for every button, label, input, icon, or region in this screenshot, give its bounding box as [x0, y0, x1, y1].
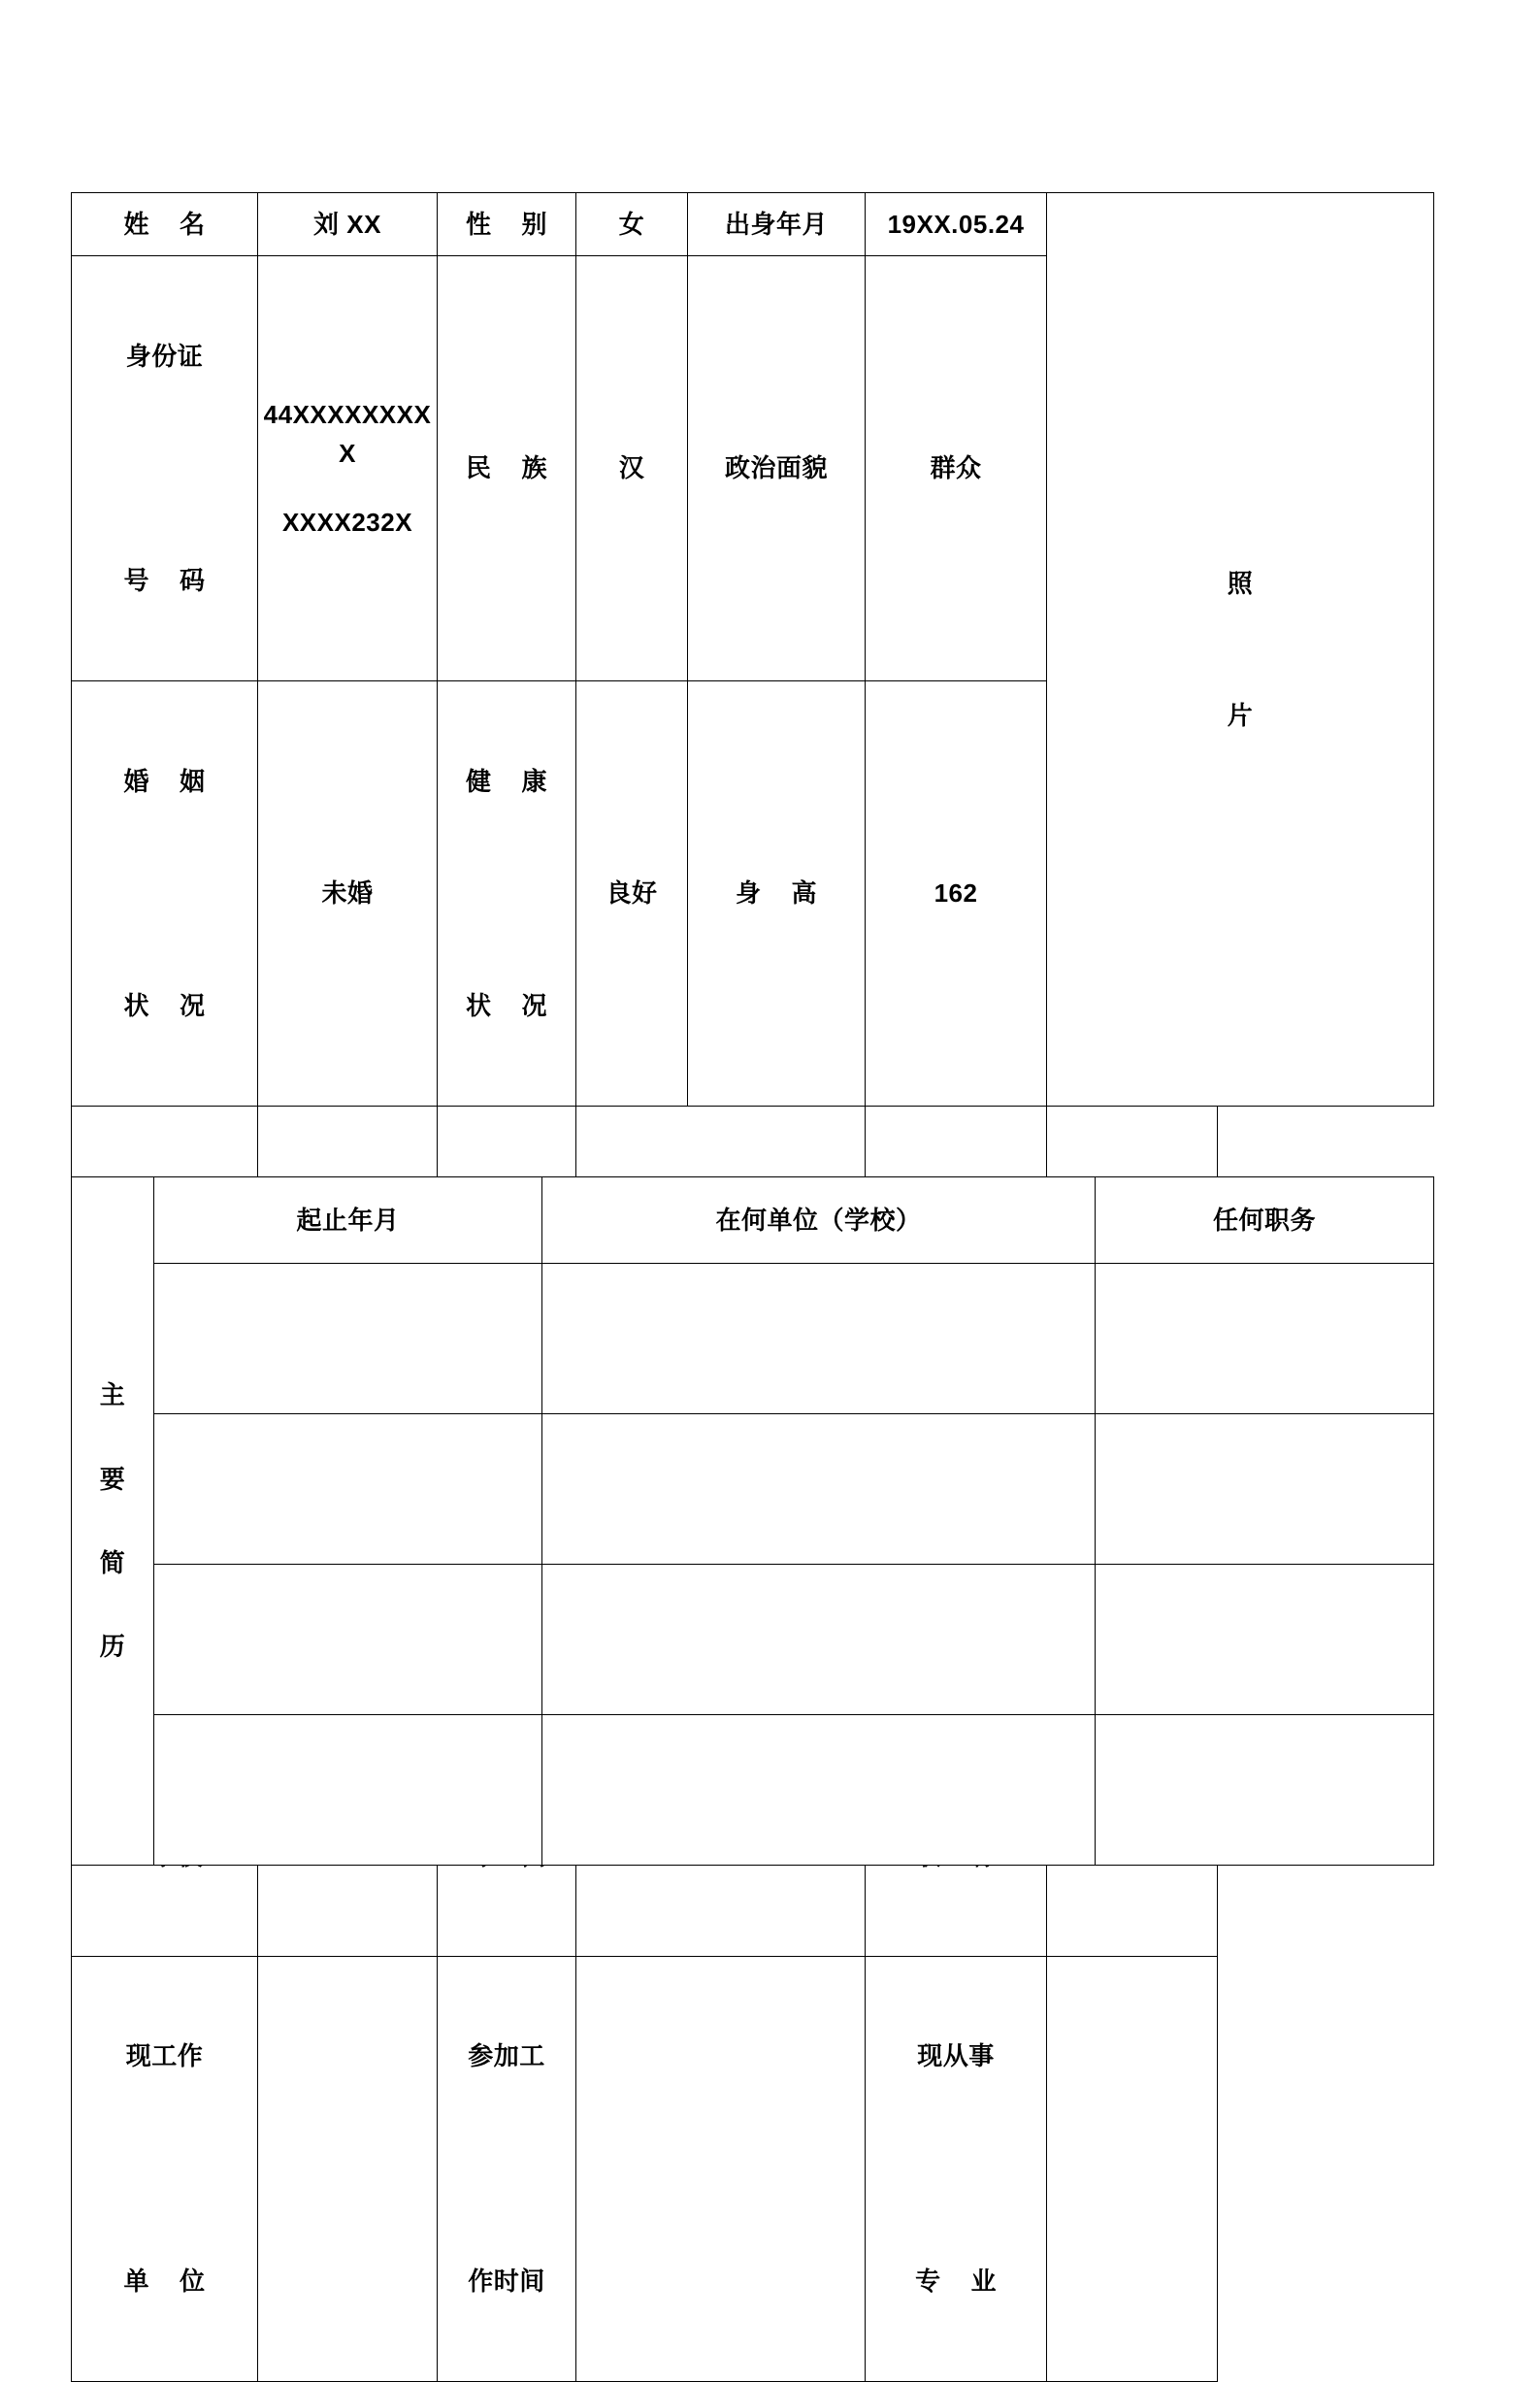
- ethnicity-value[interactable]: 汉: [576, 256, 688, 681]
- ethnicity-label: 民 族: [438, 256, 576, 681]
- current-field-label-line2: 专 业: [915, 2266, 997, 2296]
- photo-placeholder[interactable]: [1047, 193, 1434, 1107]
- marital-status-label-line1: 婚 姻: [123, 766, 206, 796]
- marital-status-label: [72, 680, 258, 1106]
- work-start-time-value[interactable]: [576, 1956, 866, 2381]
- id-number-value-line2: XXXX232X: [281, 507, 413, 537]
- experience-position-cell-4[interactable]: [1096, 1715, 1434, 1866]
- photo-label-spacer: [1051, 603, 1429, 696]
- height-value[interactable]: 162: [866, 680, 1047, 1106]
- marital-status-value[interactable]: 未婚: [258, 680, 438, 1106]
- work-unit-label-line2: 单 位: [123, 2266, 206, 2296]
- experience-header-row: [72, 1177, 1434, 1264]
- experience-organization-cell-4[interactable]: [542, 1715, 1096, 1866]
- health-status-value[interactable]: 良好: [576, 680, 688, 1106]
- id-number-label-line2: 号 码: [123, 566, 206, 596]
- health-status-label-line1: 健 康: [466, 766, 547, 796]
- name-value[interactable]: 刘 XX: [258, 193, 438, 256]
- height-label: 身 高: [688, 680, 866, 1106]
- work-unit-value[interactable]: [258, 1956, 438, 2381]
- experience-organization-cell-3[interactable]: [542, 1565, 1096, 1715]
- experience-period-cell-3[interactable]: [154, 1565, 542, 1715]
- current-field-label: [866, 1956, 1047, 2381]
- experience-period-cell-2[interactable]: [154, 1414, 542, 1565]
- marital-status-label-line2: 状 况: [123, 991, 206, 1021]
- table-row: [72, 1715, 1434, 1866]
- work-start-time-label-line1: 参加工: [468, 2041, 545, 2071]
- current-field-value[interactable]: [1047, 1956, 1218, 2381]
- political-status-label: 政治面貌: [688, 256, 866, 681]
- photo-label-line1: 照: [1227, 568, 1254, 598]
- health-status-label: [438, 680, 576, 1106]
- experience-header-period: 起止年月: [154, 1177, 542, 1264]
- work-start-time-label-line2: 作时间: [468, 2266, 545, 2296]
- side-label-char-3: 简: [99, 1548, 126, 1577]
- gender-value[interactable]: 女: [576, 193, 688, 256]
- id-number-label: [72, 256, 258, 681]
- main-experience-table: [71, 1176, 1434, 1866]
- health-status-label-line2: 状 况: [466, 991, 547, 1021]
- experience-period-cell-1[interactable]: [154, 1264, 542, 1414]
- table-row: [72, 1264, 1434, 1414]
- experience-position-cell-1[interactable]: [1096, 1264, 1434, 1414]
- id-number-label-line1: 身份证: [125, 341, 204, 371]
- gender-label: 性 别: [438, 193, 576, 256]
- experience-organization-cell-2[interactable]: [542, 1414, 1096, 1565]
- experience-organization-cell-1[interactable]: [542, 1264, 1096, 1414]
- side-label-char-2: 要: [99, 1464, 126, 1494]
- experience-position-cell-2[interactable]: [1096, 1414, 1434, 1565]
- political-status-value[interactable]: 群众: [866, 256, 1047, 681]
- work-unit-label-line1: 现工作: [125, 2041, 204, 2071]
- birth-date-value[interactable]: 19XX.05.24: [866, 193, 1047, 256]
- experience-period-cell-4[interactable]: [154, 1715, 542, 1866]
- work-unit-label: [72, 1956, 258, 2381]
- work-start-time-label: [438, 1956, 576, 2381]
- birth-date-label: 出身年月: [688, 193, 866, 256]
- experience-header-position: 任何职务: [1096, 1177, 1434, 1264]
- side-label-char-4: 历: [99, 1632, 126, 1662]
- id-number-value[interactable]: [258, 256, 438, 681]
- experience-side-label: [72, 1177, 154, 1866]
- current-field-label-line1: 现从事: [917, 2041, 995, 2071]
- photo-label-line2: 片: [1227, 700, 1254, 730]
- name-label: 姓 名: [72, 193, 258, 256]
- table-row: [72, 1414, 1434, 1565]
- id-number-value-line1: 44XXXXXXXXX: [263, 400, 432, 469]
- side-label-char-1: 主: [99, 1380, 126, 1410]
- experience-header-organization: 在何单位（学校）: [542, 1177, 1096, 1264]
- experience-position-cell-3[interactable]: [1096, 1565, 1434, 1715]
- table-row: [72, 1565, 1434, 1715]
